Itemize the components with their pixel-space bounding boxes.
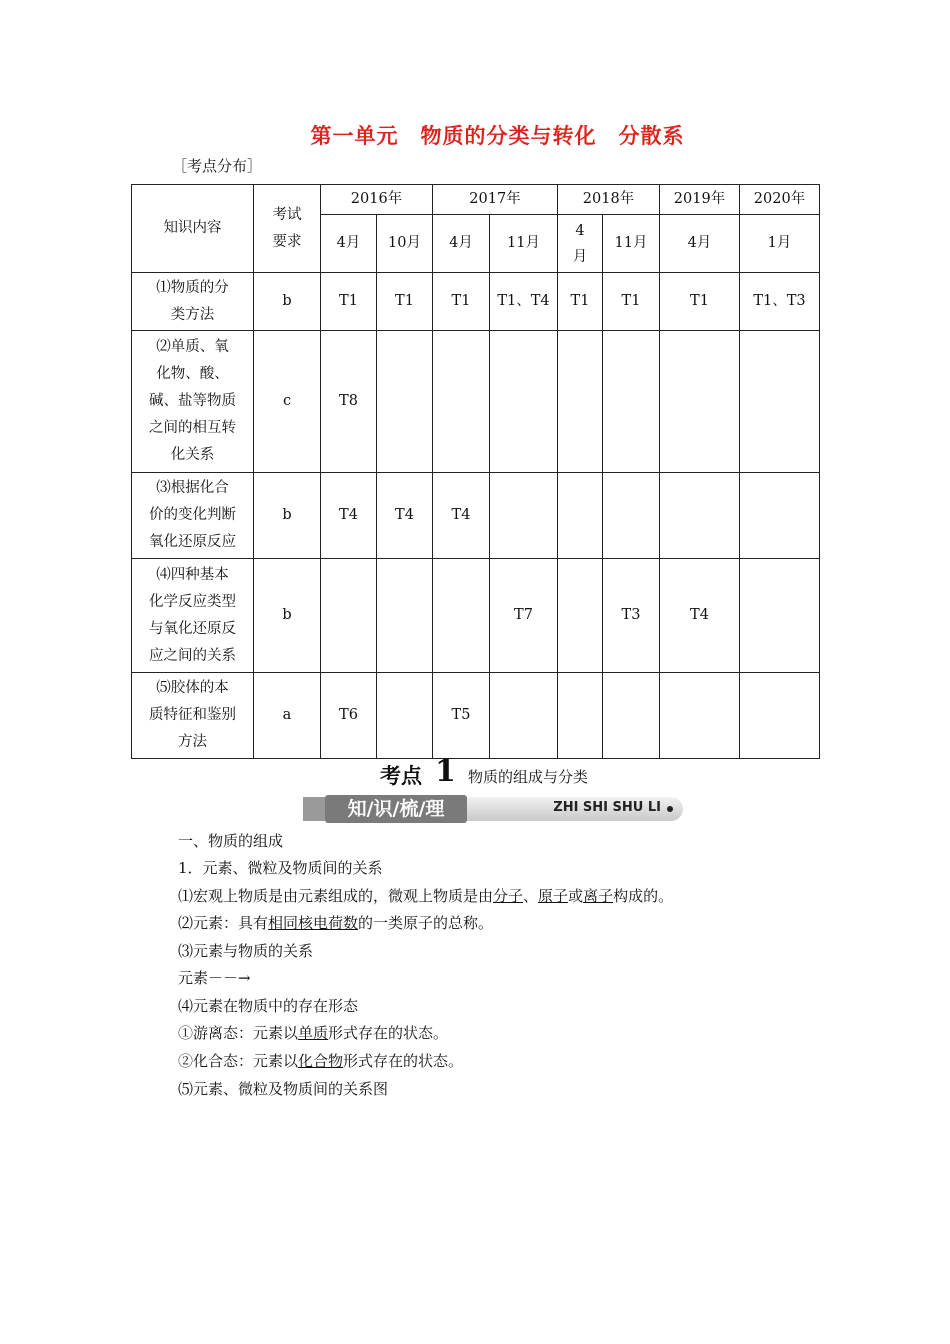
kaodian-number: 1 xyxy=(435,754,456,789)
year-2020: 2020年 xyxy=(740,185,820,215)
exam-cell xyxy=(740,559,820,673)
exam-cell xyxy=(433,559,490,673)
exam-cell: T1 xyxy=(558,273,603,331)
content-line: ⑶根据化合 xyxy=(156,480,229,496)
content-cell xyxy=(132,331,254,473)
requirement-cell: b xyxy=(254,559,321,673)
table-row xyxy=(132,559,820,673)
exam-cell: T4 xyxy=(660,559,740,673)
month-cell: 1月 xyxy=(740,215,820,273)
section-label: ［考点分布］ xyxy=(172,157,263,175)
blank-answer: 化合物 xyxy=(298,1052,344,1070)
kaodian-prefix: 考点 xyxy=(380,764,422,788)
banner-pinyin: ZHI SHI SHU LI xyxy=(553,800,661,815)
banner-label: 知/识/梳/理 xyxy=(325,795,467,823)
line-7: ⑷元素在物质中的存在形态 xyxy=(178,997,359,1015)
line-3: ⑴宏观上物质是由元素组成的，微观上物质是由分子、原子或离子构成的。 xyxy=(178,887,674,905)
exam-cell xyxy=(558,559,603,673)
exam-cell xyxy=(660,673,740,759)
table-row xyxy=(132,473,820,559)
header-content: 知识内容 xyxy=(132,185,254,273)
content-line: ⑸胶体的本 xyxy=(156,680,229,696)
table-row xyxy=(132,673,820,759)
table-row xyxy=(132,331,820,473)
exam-cell xyxy=(377,331,433,473)
requirement-cell: c xyxy=(254,331,321,473)
banner-stub xyxy=(303,797,325,821)
blank-answer: 原子 xyxy=(538,887,569,905)
content-line: ⑵单质、氧 xyxy=(156,339,229,355)
line-subheading: 1．元素、微粒及物质间的关系 xyxy=(178,859,383,877)
month-cell: 11月 xyxy=(603,215,660,273)
exam-cell: T1 xyxy=(660,273,740,331)
line-10: ⑸元素、微粒及物质间的关系图 xyxy=(178,1080,389,1098)
exam-cell xyxy=(660,473,740,559)
blank-answer: 离子 xyxy=(583,887,614,905)
content-line: 质特征和鉴别 xyxy=(149,707,236,723)
month-cell: 4月 xyxy=(433,215,490,273)
blank-answer: 分子 xyxy=(493,887,524,905)
content-line: ⑷四种基本 xyxy=(156,566,229,583)
line-9: ②化合态：元素以化合物形式存在的状态。 xyxy=(178,1052,464,1070)
exam-cell xyxy=(558,473,603,559)
exam-cell xyxy=(740,331,820,473)
exam-cell xyxy=(490,673,558,759)
line-8: ①游离态：元素以单质形式存在的状态。 xyxy=(178,1024,449,1042)
exam-cell xyxy=(490,331,558,473)
exam-cell xyxy=(321,559,377,673)
requirement-cell: b xyxy=(254,473,321,559)
table-row xyxy=(132,273,820,331)
exam-cell xyxy=(603,473,660,559)
exam-cell: T4 xyxy=(377,473,433,559)
exam-cell xyxy=(490,473,558,559)
content-line: 碱、盐等物质 xyxy=(149,393,236,409)
exam-cell: T1 xyxy=(603,273,660,331)
blank-answer: 单质 xyxy=(298,1024,329,1042)
exam-cell: T1 xyxy=(377,273,433,331)
exam-cell: T1 xyxy=(433,273,490,331)
header-req-line2: 要求 xyxy=(272,233,302,250)
content-line: 应之间的关系 xyxy=(149,647,236,664)
exam-cell: T1 xyxy=(321,273,377,331)
year-2016: 2016年 xyxy=(321,185,433,215)
month-cell: 4月 xyxy=(321,215,377,273)
content-line: 类方法 xyxy=(170,306,215,323)
content-cell xyxy=(132,673,254,759)
exam-cell xyxy=(433,331,490,473)
header-requirement xyxy=(254,185,321,273)
line-6: 元素－－→ xyxy=(178,969,251,987)
month-cell: 10月 xyxy=(377,215,433,273)
exam-cell: T4 xyxy=(321,473,377,559)
kaodian-title: 物质的组成与分类 xyxy=(468,768,589,786)
month-cell: 11月 xyxy=(490,215,558,273)
content-cell xyxy=(132,559,254,673)
exam-cell: T1、T4 xyxy=(490,273,558,331)
exam-cell xyxy=(740,673,820,759)
exam-cell xyxy=(558,331,603,473)
line-heading: 一、物质的组成 xyxy=(178,832,284,850)
section-banner xyxy=(303,797,683,821)
month-cell: 4月 xyxy=(660,215,740,273)
exam-cell xyxy=(377,673,433,759)
page-title: 第一单元 物质的分类与转化 分散系 xyxy=(310,124,685,148)
content-line: 化物、酸、 xyxy=(156,366,229,382)
distribution-table xyxy=(131,184,820,759)
content-line: 价的变化判断 xyxy=(149,507,236,523)
exam-cell xyxy=(558,673,603,759)
exam-cell xyxy=(660,331,740,473)
exam-cell: T7 xyxy=(490,559,558,673)
exam-cell xyxy=(377,559,433,673)
line-5: ⑶元素与物质的关系 xyxy=(178,942,314,960)
header-req-line1: 考试 xyxy=(272,206,302,223)
blank-answer: 相同核电荷数 xyxy=(268,914,359,932)
exam-cell: T3 xyxy=(603,559,660,673)
exam-cell xyxy=(603,331,660,473)
requirement-cell: a xyxy=(254,673,321,759)
content-line: 化学反应类型 xyxy=(149,593,236,610)
exam-cell xyxy=(603,673,660,759)
year-2018: 2018年 xyxy=(558,185,660,215)
content-line: 与氧化还原反 xyxy=(149,620,236,637)
content-cell xyxy=(132,273,254,331)
content-line: 方法 xyxy=(178,734,207,750)
content-line: ⑴物质的分 xyxy=(156,279,229,296)
month-cell: 4 月 xyxy=(558,215,603,273)
content-cell xyxy=(132,473,254,559)
year-2019: 2019年 xyxy=(660,185,740,215)
exam-cell: T4 xyxy=(433,473,490,559)
year-2017: 2017年 xyxy=(433,185,558,215)
exam-cell: T8 xyxy=(321,331,377,473)
requirement-cell: b xyxy=(254,273,321,331)
content-line: 化关系 xyxy=(170,447,215,463)
exam-cell: T5 xyxy=(433,673,490,759)
exam-cell: T1、T3 xyxy=(740,273,820,331)
exam-cell: T6 xyxy=(321,673,377,759)
line-4: ⑵元素：具有相同核电荷数的一类原子的总称。 xyxy=(178,914,494,932)
content-line: 氧化还原反应 xyxy=(149,534,236,550)
banner-dot-icon xyxy=(667,806,673,812)
content-line: 之间的相互转 xyxy=(149,420,236,436)
exam-cell xyxy=(740,473,820,559)
